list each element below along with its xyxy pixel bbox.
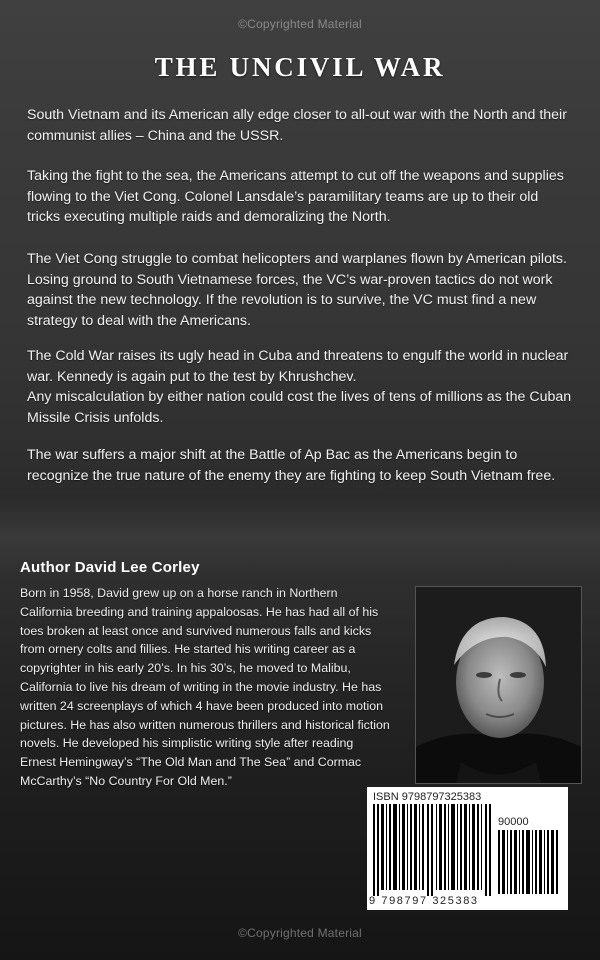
author-bio	[20, 584, 392, 791]
blurb-text: Taking the fight to the sea, the Americans attempt to cut off the weapons and supplies flowing to the Viet Cong. Colonel Lansdale’s paramilitary teams are up to their old tricks executing multiple raids and demoralizing the North.	[27, 168, 564, 225]
book-title: THE UNCIVIL WAR	[154, 52, 446, 82]
blurb-text: Any miscalculation by either nation could cost the lives of tens of millions as the Cuban Missile Crisis unfolds.	[27, 389, 572, 426]
addon-barcode-bars	[498, 830, 560, 894]
price-code: 90000	[498, 816, 529, 828]
author-heading: Author David Lee Corley	[20, 559, 200, 576]
copyright-watermark-top: ©Copyrighted Material	[238, 17, 362, 31]
blurb-text: The Cold War raises its ugly head in Cuba and threatens to engulf the world in nuclear war. Kennedy is again put to the test by Khrushchev.	[27, 348, 569, 385]
author-photo	[415, 586, 582, 784]
blurb-paragraph-1	[27, 105, 575, 146]
blurb-paragraph-4	[27, 346, 575, 428]
blurb-text: The war suffers a major shift at the Battle of Ap Bac as the Americans begin to recognize the true nature of the enemy they are fighting to keep South Vietnam free.	[27, 447, 556, 484]
isbn-barcode	[367, 787, 568, 910]
copyright-watermark-bottom: ©Copyrighted Material	[238, 926, 362, 940]
blurb-text: The Viet Cong struggle to combat helicopters and warplanes flown by American pilots. Losing ground to South Vietnamese forces, the VC’s war-proven tactics do not work against the new technology. If the revolution is to survive, the VC must find a new strategy to deal with the Americans.	[27, 251, 567, 329]
blurb-paragraph-5	[27, 445, 575, 486]
author-portrait-image	[416, 587, 581, 783]
ean13-barcode-bars	[373, 804, 493, 896]
author-bio-text: Born in 1958, David grew up on a horse ranch in Northern California breeding and training appaloosas. He has had all of his toes broken at least once and survived numerous falls and kicks from ornery colts and fillies. He started his writing career as a copyrighter in his early 20’s. In his 30’s, he moved to Malibu, California to live his dream of writing in the movie industry. He has written 24 screenplays of which 4 have been produced into motion pictures. He has also written numerous thrillers and historical fiction novels. He developed his simplistic writing style after reading Ernest Hemingway’s “The Old Man and The Sea” and Cormac McCarthy’s “No Country For Old Men.”	[20, 586, 390, 788]
isbn-label: ISBN 9798797325383	[373, 791, 482, 803]
blurb-paragraph-2	[27, 166, 575, 228]
blurb-paragraph-3	[27, 249, 575, 331]
isbn-digits: 9 798797 325383	[369, 895, 479, 907]
blurb-text: South Vietnam and its American ally edge closer to all-out war with the North and their communist allies – China and the USSR.	[27, 107, 567, 144]
